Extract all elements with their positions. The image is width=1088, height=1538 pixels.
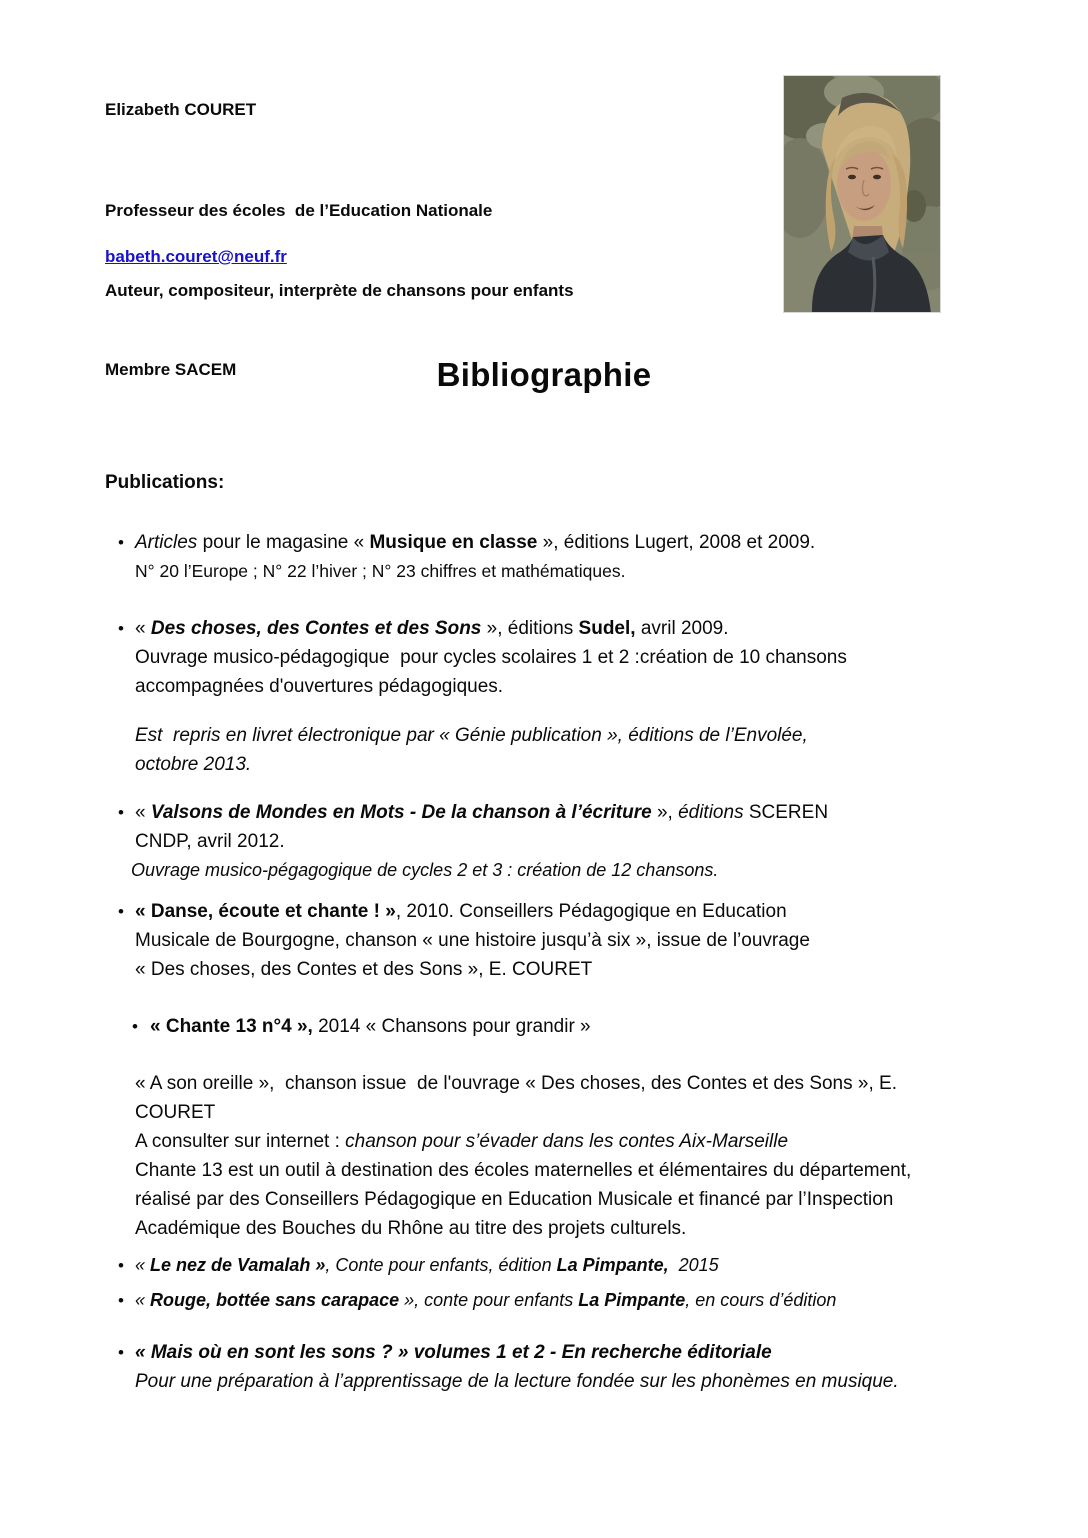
role-line-2: Auteur, compositeur, interprète de chansons pour enfants bbox=[105, 280, 574, 300]
text-segment: A consulter sur internet : bbox=[135, 1131, 346, 1152]
text-segment: Rouge, bottée sans carapace bbox=[150, 1290, 400, 1310]
bullet-marker-icon: • bbox=[118, 803, 124, 822]
text-segment: réalisé par des Conseillers Pédagogique en Education Musicale et financé par l’Inspection bbox=[135, 1189, 894, 1210]
text-segment: « bbox=[135, 618, 151, 639]
publication-line bbox=[135, 955, 1040, 984]
text-segment: Pour une préparation à l’apprentissage de la lecture fondée sur les phonèmes en musique. bbox=[135, 1371, 899, 1392]
text-segment: « Chante 13 n°4 », bbox=[150, 1016, 313, 1037]
text-segment: La Pimpante bbox=[578, 1290, 686, 1310]
text-segment: « bbox=[135, 1255, 151, 1275]
publication-item bbox=[105, 528, 1040, 586]
bullet-marker-icon: • bbox=[118, 1291, 124, 1310]
publication-line bbox=[135, 926, 1040, 955]
bullet-marker-icon: • bbox=[132, 1017, 138, 1036]
publication-line bbox=[135, 528, 1040, 557]
text-segment: , Conte pour enfants, édition bbox=[325, 1255, 557, 1275]
text-segment: COURET bbox=[135, 1102, 216, 1123]
publication-line bbox=[135, 1286, 1040, 1315]
text-segment: « bbox=[135, 802, 151, 823]
publication-line bbox=[135, 798, 1040, 827]
email-row bbox=[105, 247, 287, 267]
publication-line bbox=[135, 1127, 1040, 1156]
text-segment: pour le magasine « bbox=[197, 532, 370, 553]
portrait-photo-illustration bbox=[784, 76, 941, 313]
text-segment: Ouvrage musico-pégagogique de cycles 2 et 3 : création de 12 chansons. bbox=[131, 860, 719, 880]
publications-list bbox=[105, 528, 1040, 1396]
text-segment: , en cours d’édition bbox=[685, 1290, 837, 1310]
text-segment: CNDP, avril 2012. bbox=[135, 831, 285, 852]
text-segment: », conte pour enfants bbox=[399, 1290, 579, 1310]
publication-item bbox=[105, 798, 1040, 885]
text-segment: Académique des Bouches du Rhône au titre des projets culturels. bbox=[135, 1218, 687, 1239]
publication-line bbox=[135, 1185, 1040, 1214]
text-segment: chanson pour s’évader dans les contes Aix-Marseille bbox=[345, 1131, 789, 1152]
text-segment: Est repris en livret électronique par « Génie publication », éditions de l’Envolée, bbox=[135, 725, 808, 746]
publication-line bbox=[135, 1098, 1040, 1127]
text-segment: Sudel, bbox=[578, 618, 636, 639]
publication-line bbox=[135, 1338, 1040, 1367]
publication-line bbox=[150, 1012, 1040, 1041]
text-segment: accompagnées d'ouvertures pédagogiques. bbox=[135, 676, 504, 697]
text-segment: 2014 « Chansons pour grandir » bbox=[312, 1016, 591, 1037]
text-segment: Le nez de Vamalah » bbox=[150, 1255, 326, 1275]
bullet-marker-icon: • bbox=[118, 1256, 124, 1275]
text-segment: 2015 bbox=[668, 1255, 719, 1275]
text-segment: », éditions Lugert, 2008 et 2009. bbox=[537, 532, 816, 553]
text-segment: « A son oreille », chanson issue de l'ouvrage « Des choses, des Contes et des Sons », E. bbox=[135, 1073, 897, 1094]
publication-line bbox=[135, 614, 1040, 643]
publication-line bbox=[135, 750, 1040, 779]
publication-line bbox=[135, 897, 1040, 926]
publication-line bbox=[135, 672, 1040, 701]
text-segment: La Pimpante, bbox=[556, 1255, 669, 1275]
publication-item bbox=[105, 1286, 1040, 1315]
text-segment: « Mais où en sont les sons ? » volumes 1 et 2 - En recherche éditoriale bbox=[135, 1342, 772, 1363]
portrait-photo bbox=[783, 75, 941, 313]
publication-line bbox=[135, 721, 1040, 750]
text-segment: Des choses, des Contes et des Sons bbox=[150, 618, 482, 639]
publication-line bbox=[135, 643, 1040, 672]
bullet-marker-icon: • bbox=[118, 619, 124, 638]
publication-line bbox=[135, 1214, 1040, 1243]
role-line-1: Professeur des écoles de l’Education Nationale bbox=[105, 201, 493, 220]
email-link[interactable]: babeth.couret@neuf.fr bbox=[105, 247, 287, 266]
publication-line bbox=[135, 827, 1040, 856]
publication-line bbox=[135, 1069, 1040, 1098]
bullet-marker-icon: • bbox=[118, 1343, 124, 1362]
bullet-marker-icon: • bbox=[118, 533, 124, 552]
publication-line bbox=[135, 1367, 1040, 1396]
text-segment: octobre 2013. bbox=[135, 754, 252, 775]
text-segment: », éditions bbox=[481, 618, 579, 639]
role-line-3: Membre SACEM bbox=[105, 360, 237, 379]
author-name: Elizabeth COURET bbox=[105, 100, 257, 119]
text-segment: éditions bbox=[678, 802, 744, 823]
text-segment: « Danse, écoute et chante ! » bbox=[135, 901, 396, 922]
text-segment: « bbox=[135, 1290, 151, 1310]
publication-line bbox=[135, 1251, 1040, 1280]
text-segment: Valsons de Mondes en Mots - De la chanson à l’écriture bbox=[150, 802, 652, 823]
publication-item bbox=[105, 614, 1040, 701]
text-segment: avril 2009. bbox=[635, 618, 729, 639]
publications-heading: Publications: bbox=[105, 472, 225, 493]
publication-item bbox=[105, 1012, 1040, 1041]
text-segment: SCEREN bbox=[743, 802, 829, 823]
text-segment: Articles bbox=[135, 532, 198, 553]
text-segment: Ouvrage musico-pédagogique pour cycles scolaires 1 et 2 :création de 10 chansons bbox=[135, 647, 847, 668]
publication-item bbox=[105, 1251, 1040, 1280]
page-title: Bibliographie bbox=[436, 356, 652, 393]
text-segment: , 2010. Conseillers Pédagogique en Education bbox=[395, 901, 787, 922]
text-segment: », bbox=[651, 802, 679, 823]
text-segment: « Des choses, des Contes et des Sons », E. COURET bbox=[135, 959, 593, 980]
publication-line bbox=[131, 856, 1040, 885]
text-segment: N° 20 l’Europe ; N° 22 l’hiver ; N° 23 chiffres et mathématiques. bbox=[135, 561, 626, 581]
publication-item bbox=[105, 897, 1040, 984]
publication-item bbox=[105, 721, 1040, 779]
text-segment: Musique en classe bbox=[369, 532, 538, 553]
publication-line bbox=[135, 557, 1040, 586]
text-segment: Chante 13 est un outil à destination des écoles maternelles et élémentaires du département, bbox=[135, 1160, 912, 1181]
publication-line bbox=[135, 1156, 1040, 1185]
publication-item bbox=[105, 1069, 1040, 1243]
bullet-marker-icon: • bbox=[118, 902, 124, 921]
text-segment: Musicale de Bourgogne, chanson « une histoire jusqu’à six », issue de l’ouvrage bbox=[135, 930, 810, 951]
publication-item bbox=[105, 1338, 1040, 1396]
